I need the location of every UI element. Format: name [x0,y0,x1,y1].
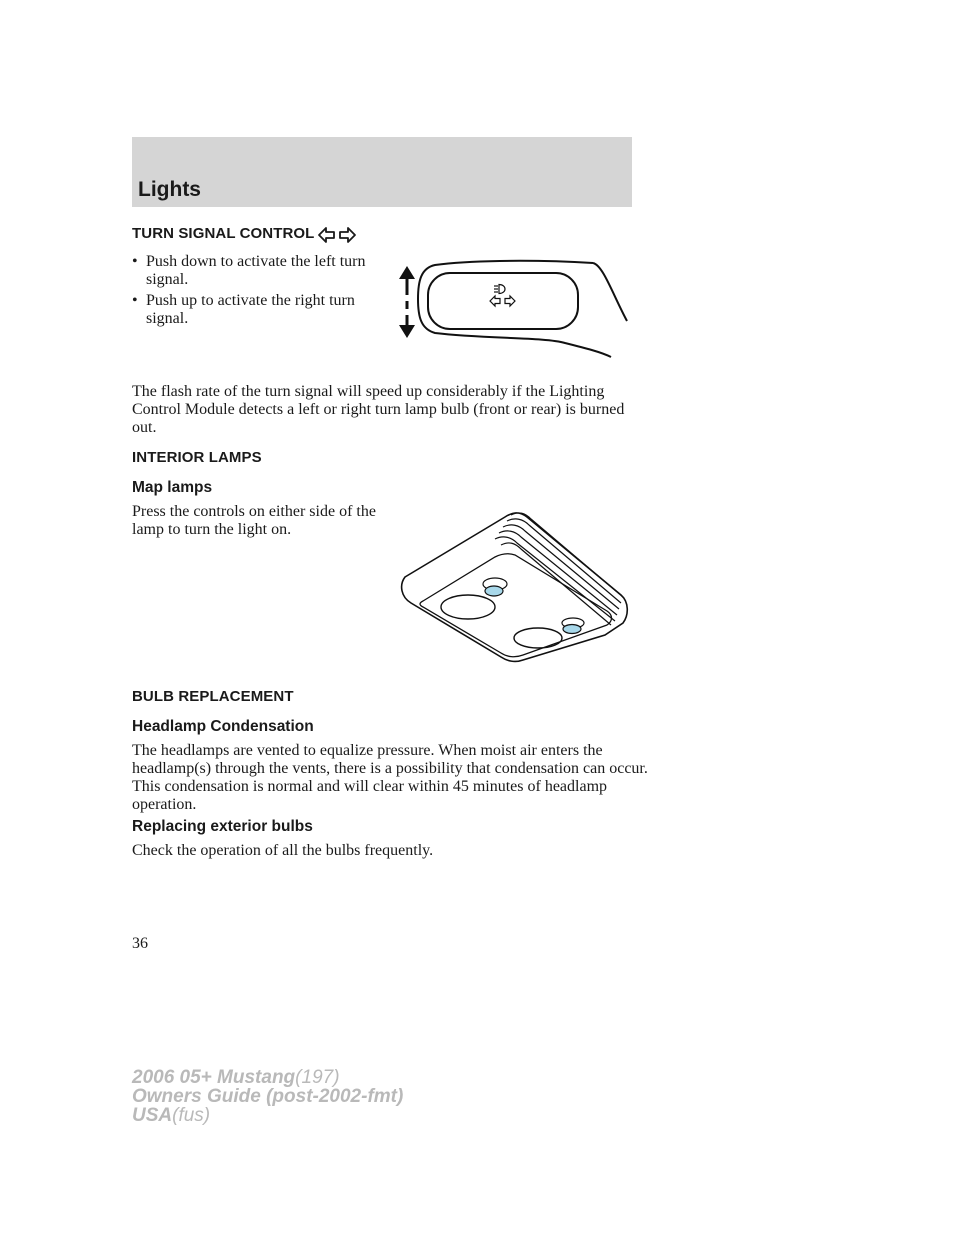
turn-arrows-icon [317,226,357,244]
map-lamps-paragraph: Press the controls on either side of the lamp to turn the light on. [132,503,376,538]
footer-market: USA [132,1105,173,1126]
bulb-replacement-heading: BULB REPLACEMENT [132,688,294,705]
headlamp-condensation-heading: Headlamp Condensation [132,718,314,735]
turn-signal-stalk-illustration [395,255,635,365]
lamp-button-right[interactable] [562,618,584,634]
footer-watermark [132,1068,403,1125]
bullet-text: Push down to activate the left turn signal. [146,253,366,288]
map-lamps-heading: Map lamps [132,479,213,496]
bullet-glyph: • [132,292,138,309]
footer-line-1 [132,1068,403,1087]
footer-guide: Owners Guide (post-2002-fmt) [132,1086,404,1107]
header-band [132,137,632,207]
page-number: 36 [132,935,148,952]
turn-signal-heading [132,225,314,242]
footer-model-code: (197) [295,1067,340,1088]
replacing-exterior-bulbs-heading: Replacing exterior bulbs [132,818,313,835]
headlamp-symbol-icon [494,285,505,294]
stalk-edge [593,263,627,321]
footer-line-2 [132,1087,403,1106]
footer-line-3 [132,1106,403,1125]
turn-signal-paragraph: The flash rate of the turn signal will speed up considerably if the Lighting Control Module detects a left or right turn lamp bulb (front or rear) is burned out. [132,383,625,436]
headlamp-condensation-paragraph: The headlamps are vented to equalize pressure. When moist air enters the headlamp(s) through the vents, there is a possibility that condensation can occur. This condensation is normal and will clear within 45 minutes of headlamp operation. [132,742,648,813]
footer-market-code: (fus) [172,1105,211,1126]
small-turn-arrows-icon [490,296,515,306]
up-arrow-icon [399,266,415,295]
bullet-glyph: • [132,253,138,270]
footer-model: 2006 05+ Mustang [132,1067,296,1088]
interior-lamps-heading: INTERIOR LAMPS [132,449,262,466]
down-arrow-icon [399,315,415,338]
turn-signal-heading-text: TURN SIGNAL CONTROL [132,225,315,242]
stalk-switch-panel [428,273,578,329]
map-lamp-illustration [395,505,635,665]
replacing-exterior-bulbs-paragraph: Check the operation of all the bulbs frequently. [132,842,434,859]
page-title: Lights [138,178,201,201]
bullet-text: Push up to activate the right turn signal. [146,292,355,327]
stalk-body [418,261,611,357]
